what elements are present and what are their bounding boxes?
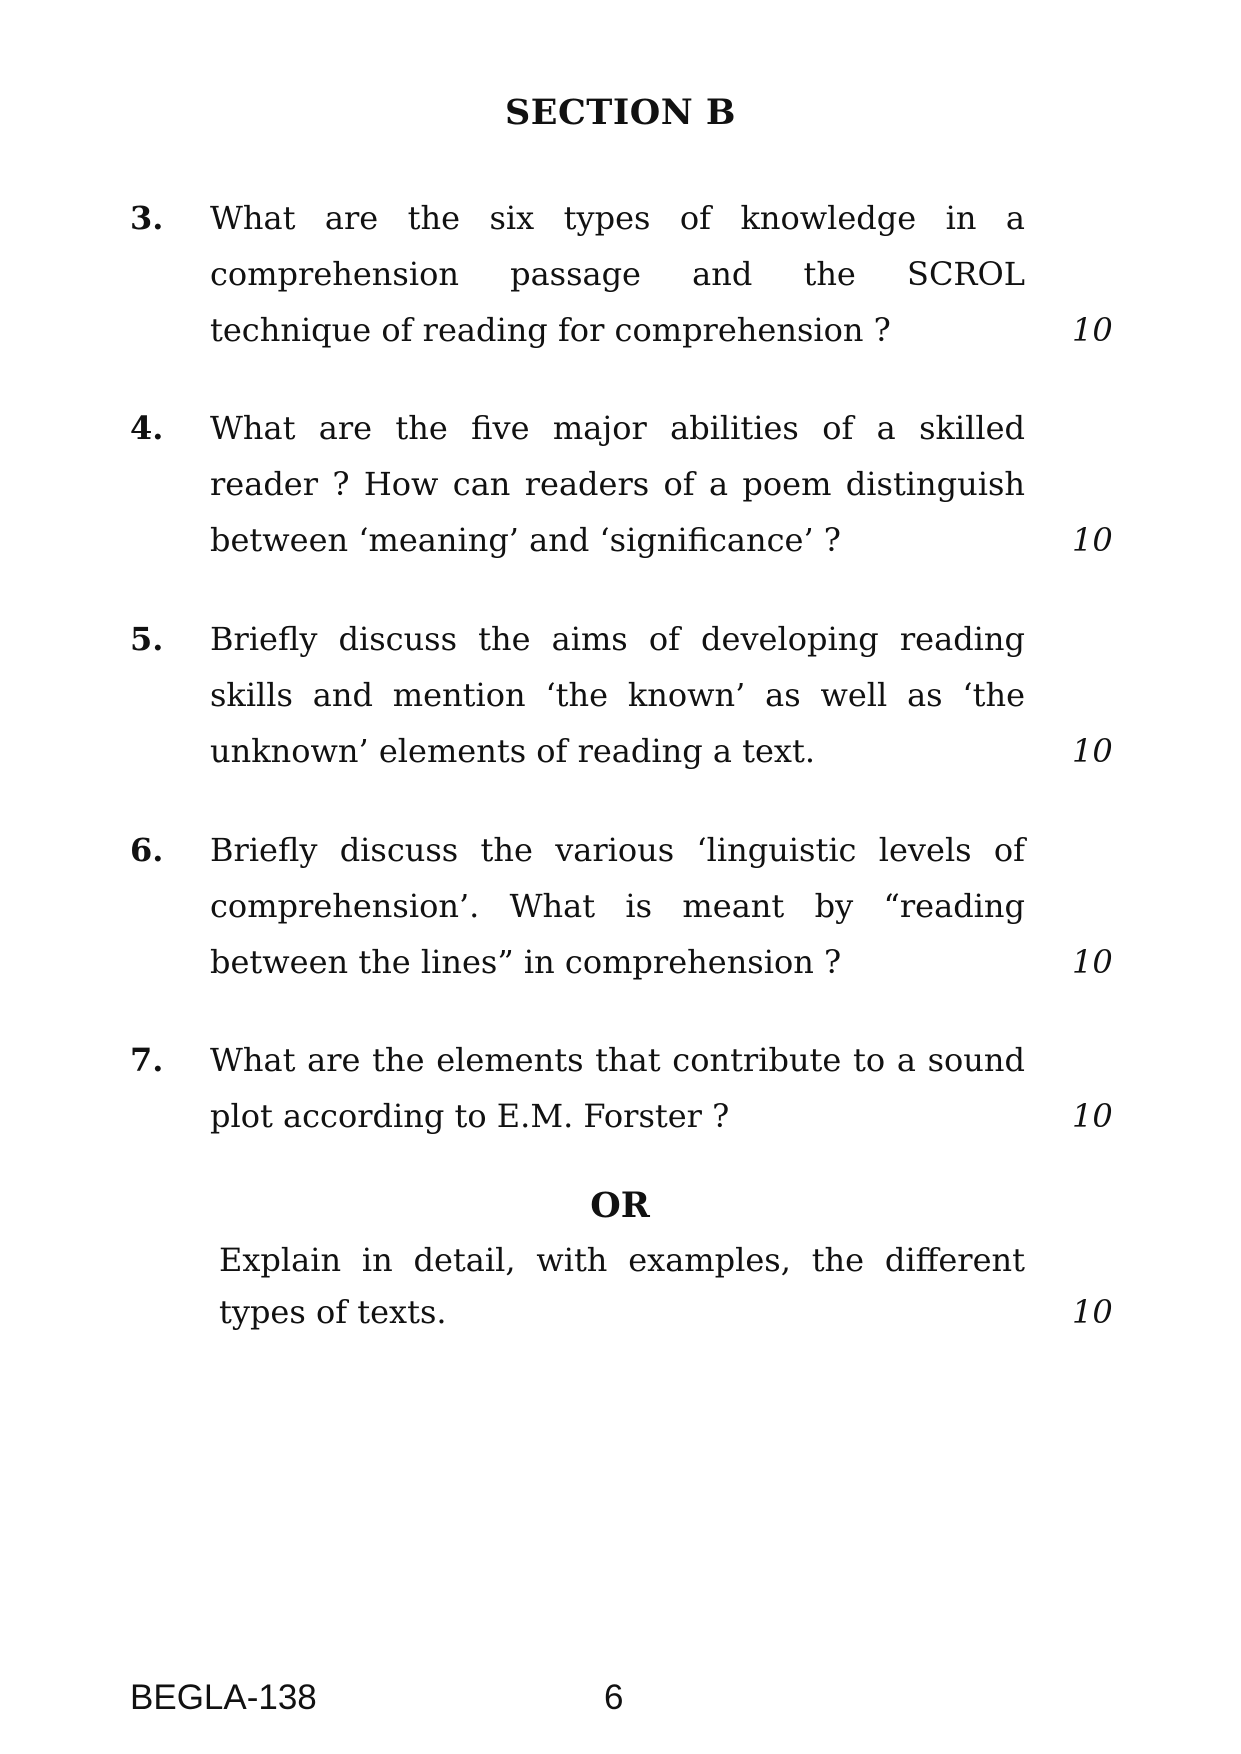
question-marks: 10: [1072, 311, 1113, 349]
question-number: 5.: [130, 620, 164, 658]
question-text: Briefly discuss the aims of developing reading skills and mention ‘the known’ as well as ‘the unknown’ elements of reading a text.: [210, 620, 1025, 770]
question-marks: 10: [1072, 943, 1113, 981]
question-text: What are the six types of knowledge in a comprehension passage and the SCROL technique of reading for comprehension ?: [210, 199, 1025, 349]
page-number: 6: [604, 1678, 624, 1717]
question-number: 7.: [130, 1041, 164, 1079]
question-marks: 10: [1072, 521, 1113, 559]
question-marks: 10: [1072, 1097, 1113, 1135]
paper-code: BEGLA-138: [130, 1678, 317, 1717]
question-number: 3.: [130, 199, 164, 237]
question-number: 6.: [130, 831, 164, 869]
alternative-question-marks: 10: [1072, 1293, 1113, 1331]
question-text: Briefly discuss the various ‘linguistic levels of comprehension’. What is meant by “reading between the lines” in comprehension ?: [210, 831, 1025, 981]
section-heading: SECTION B: [505, 92, 736, 133]
or-heading: OR: [590, 1185, 650, 1226]
question-text: What are the elements that contribute to a sound plot according to E.M. Forster ?: [210, 1041, 1025, 1135]
question-number: 4.: [130, 409, 164, 447]
question-marks: 10: [1072, 732, 1113, 770]
question-text: What are the five major abilities of a skilled reader ? How can readers of a poem distinguish between ‘meaning’ and ‘significance’ ?: [210, 409, 1025, 559]
alternative-question-text: Explain in detail, with examples, the different types of texts.: [219, 1241, 1025, 1331]
